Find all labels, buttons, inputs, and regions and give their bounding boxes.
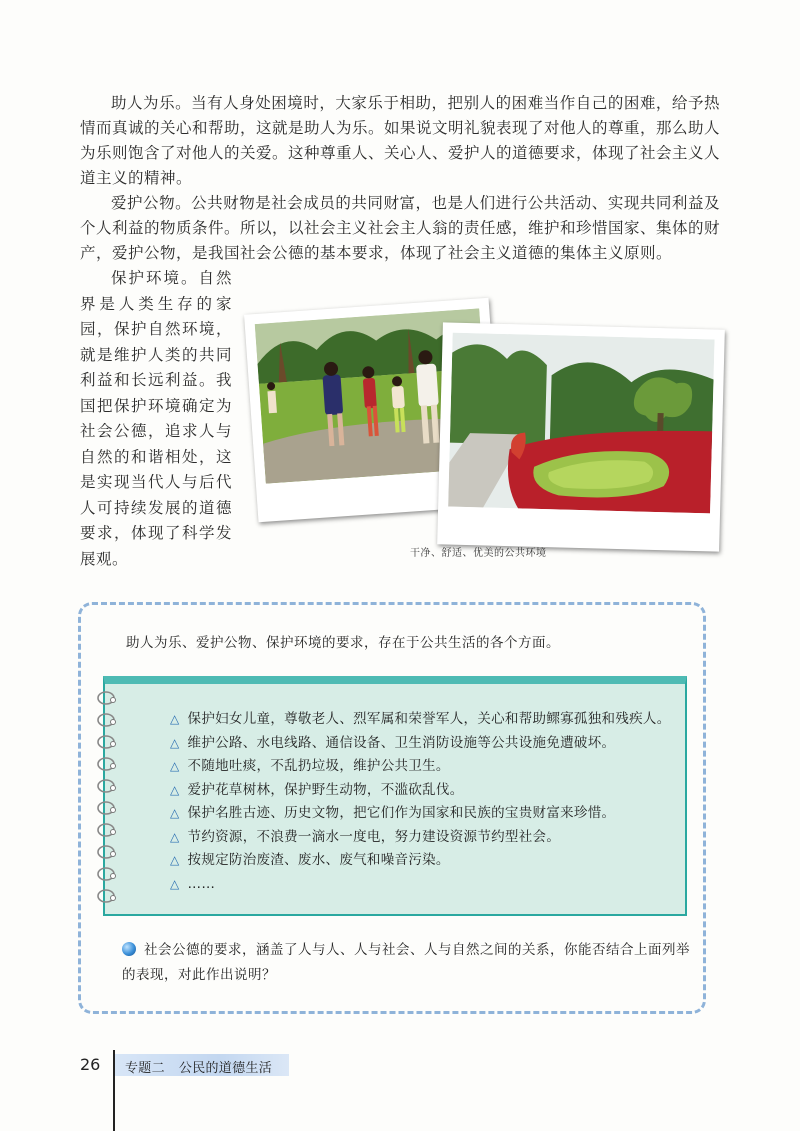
triangle-bullet-icon: △ xyxy=(170,853,180,867)
paragraph-public-property: 爱护公物。公共财物是社会成员的共同财富，也是人们进行公共活动、实现共同利益及个人利益的物质条件。所以，以社会主义社会主人翁的责任感，维护和珍惜国家、集体的财产，爱护公物，是我国社会公德的基本要求，体现了社会主义道德的集体主义原则。 xyxy=(80,194,721,262)
list-item: △ …… xyxy=(170,875,216,892)
activity-intro: 助人为乐、爱护公物、保护环境的要求，存在于公共生活的各个方面。 xyxy=(126,635,560,651)
question-text: 社会公德的要求，涵盖了人与人、人与社会、人与自然之间的关系，你能否结合上面列举的表现，对此作出说明？ xyxy=(122,942,690,983)
chapter-title: 公民的道德生活 xyxy=(178,1061,273,1076)
discussion-question xyxy=(122,938,697,988)
paragraph-environment: 保护环境。自然界是人类生存的家园，保护自然环境，就是维护人类的共同利益和长远利益。我国把保护环境确定为社会公德，追求人与自然的和谐相处，这是实现当代人与后代人可持续发展的道德要求，体现了科学发展观。 xyxy=(80,269,232,568)
list-item: △ 保护妇女儿童，尊敬老人、烈军属和荣誉军人，关心和帮助鳏寡孤独和残疾人。 xyxy=(170,711,671,727)
requirements-list xyxy=(170,708,671,896)
triangle-bullet-icon: △ xyxy=(170,782,180,797)
binder-rings-icon xyxy=(96,690,122,906)
photo-flower-garden xyxy=(437,322,725,551)
paragraph-helping-others: 助人为乐。当有人身处困境时，大家乐于相助，把别人的困难当作自己的困难，给予热情而真诚的关心和帮助，这就是助人为乐。如果说文明礼貌表现了对他人的尊重，那么助人为乐则饱含了对他人的关爱。这种尊重人、关心人、爱护人的道德要求，体现了社会主义人道主义的精神。 xyxy=(80,94,721,187)
triangle-bullet-icon: △ xyxy=(170,806,180,820)
list-item: △ 维护公路、水电线路、通信设备、卫生消防设施等公共设施免遭破坏。 xyxy=(170,734,616,751)
list-item: △ 节约资源，不浪费一滴水一度电，努力建设资源节约型社会。 xyxy=(170,828,561,845)
triangle-bullet-icon: △ xyxy=(170,735,180,750)
garden-scene-image xyxy=(448,333,714,514)
footer-divider xyxy=(113,1050,115,1131)
globe-question-icon xyxy=(122,942,136,956)
list-item: △ 爱护花草树林，保护野生动物，不滥砍乱伐。 xyxy=(170,781,464,798)
chapter-label xyxy=(125,1057,272,1076)
chapter-number: 专题二 xyxy=(125,1061,165,1076)
triangle-bullet-icon: △ xyxy=(170,759,180,773)
list-item: △ 按规定防治废渣、废水、废气和噪音污染。 xyxy=(170,852,450,868)
page-number: 26 xyxy=(80,1055,101,1074)
triangle-bullet-icon: △ xyxy=(170,712,180,726)
triangle-bullet-icon: △ xyxy=(170,829,180,844)
photo-caption: 干净、舒适、优美的公共环境 xyxy=(410,548,547,559)
triangle-bullet-icon: △ xyxy=(170,876,180,891)
list-item: △ 不随地吐痰，不乱扔垃圾，维护公共卫生。 xyxy=(170,758,450,774)
list-item: △ 保护名胜古迹、历史文物，把它们作为国家和民族的宝贵财富来珍惜。 xyxy=(170,805,616,821)
